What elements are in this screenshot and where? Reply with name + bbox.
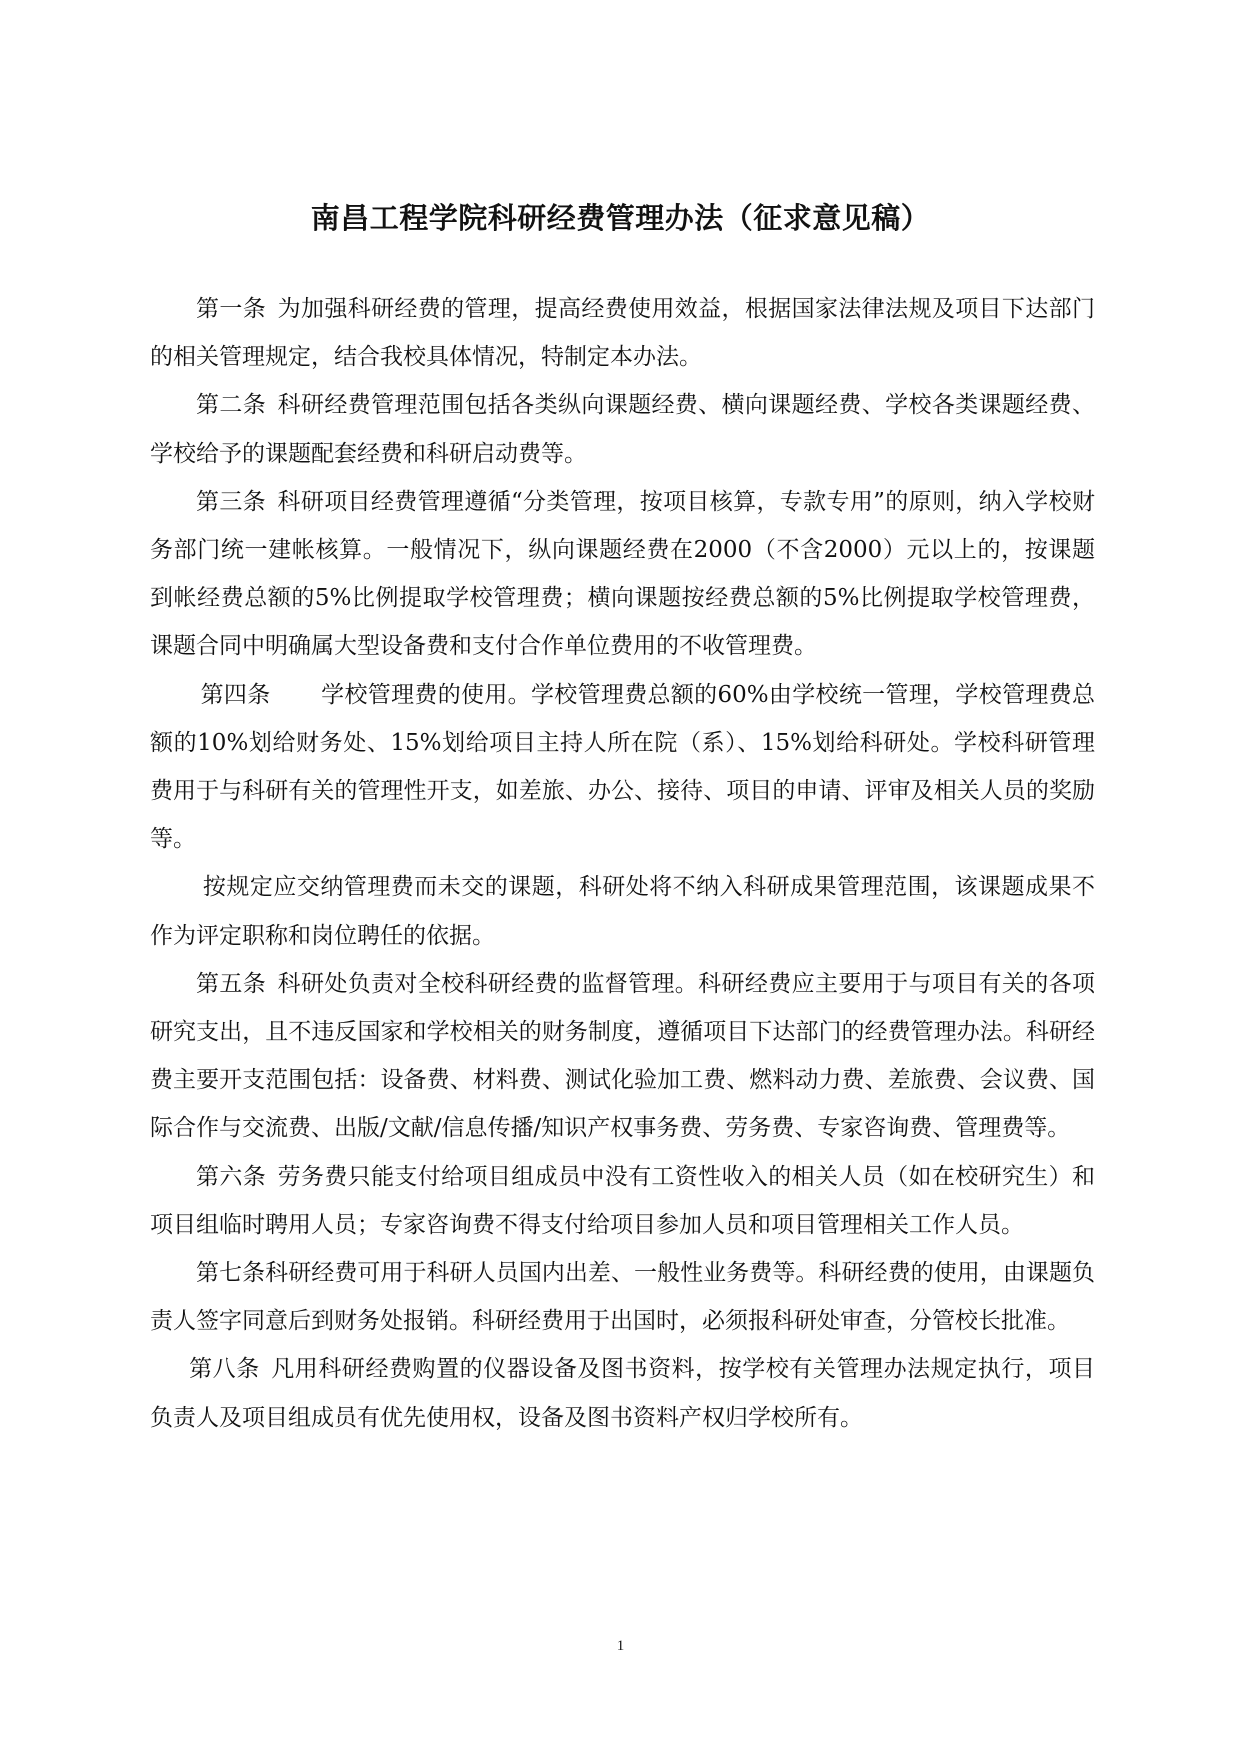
document-body: [150, 285, 1095, 1442]
article-text: 按规定应交纳管理费而未交的课题，科研处将不纳入科研成果管理范围，该课题成果不作为评定职称和岗位聘任的依据。: [150, 874, 1095, 949]
article-2: [150, 381, 1095, 477]
document-title: 南昌工程学院科研经费管理办法（征求意见稿）: [310, 201, 931, 235]
article-label: 第七条: [196, 1260, 266, 1287]
article-label: 第五条: [196, 970, 267, 997]
article-8: [150, 1345, 1095, 1441]
article-label: 第八条: [189, 1356, 260, 1383]
article-label: 第二条: [196, 392, 267, 419]
article-text: 科研处负责对全校科研经费的监督管理。科研经费应主要用于与项目有关的各项研究支出，且不违反国家和学校相关的财务制度，遵循项目下达部门的经费管理办法。科研经费主要开支范围包括：设备费、材料费、测试化验加工费、燃料动力费、差旅费、会议费、国际合作与交流费、出版/文献/信息传播/知识产权事务费、劳务费、专家咨询费、管理费等。: [150, 970, 1096, 1142]
article-1: [150, 285, 1095, 381]
article-6: [150, 1153, 1095, 1249]
article-3: [150, 478, 1095, 671]
article-label: 第三条: [196, 488, 267, 515]
article-label: 第一条: [196, 296, 267, 322]
article-label: 第四条: [200, 681, 271, 708]
article-7: [150, 1249, 1095, 1345]
article-text: 科研项目经费管理遵循“分类管理，按项目核算，专款专用”的原则，纳入学校财务部门统一建帐核算。一般情况下，纵向课题经费在2000（不含2000）元以上的，按课题到帐经费总额的5%比例提取学校管理费；横向课题按经费总额的5%比例提取学校管理费，课题合同中明确属大型设备费和支付合作单位费用的不收管理费。: [150, 488, 1095, 660]
article-5: [150, 960, 1095, 1153]
article-text: 劳务费只能支付给项目组成员中没有工资性收入的相关人员（如在校研究生）和项目组临时聘用人员；专家咨询费不得支付给项目参加人员和项目管理相关工作人员。: [150, 1163, 1096, 1238]
article-text: 凡用科研经费购置的仪器设备及图书资料，按学校有关管理办法规定执行，项目负责人及项目组成员有优先使用权，设备及图书资料产权归学校所有。: [150, 1356, 1096, 1431]
article-label: 第六条: [196, 1163, 267, 1190]
article-text: 科研经费管理范围包括各类纵向课题经费、横向课题经费、学校各类课题经费、学校给予的课题配套经费和科研启动费等。: [150, 392, 1096, 467]
article-text: 科研经费可用于科研人员国内出差、一般性业务费等。科研经费的使用，由课题负责人签字同意后到财务处报销。科研经费用于出国时，必须报科研处审查，分管校长批准。: [150, 1260, 1096, 1335]
article-4-continuation: [150, 863, 1095, 959]
article-4: [150, 671, 1095, 864]
article-text: 学校管理费的使用。学校管理费总额的60%由学校统一管理，学校管理费总额的10%划给财务处、15%划给项目主持人所在院（系）、15%划给科研处。学校科研管理费用于与科研有关的管理性开支，如差旅、办公、接待、项目的申请、评审及相关人员的奖励等。: [150, 681, 1096, 853]
article-text: 为加强科研经费的管理，提高经费使用效益，根据国家法律法规及项目下达部门的相关管理规定，结合我校具体情况，特制定本办法。: [150, 296, 1096, 371]
page-number: 1: [616, 1638, 625, 1654]
